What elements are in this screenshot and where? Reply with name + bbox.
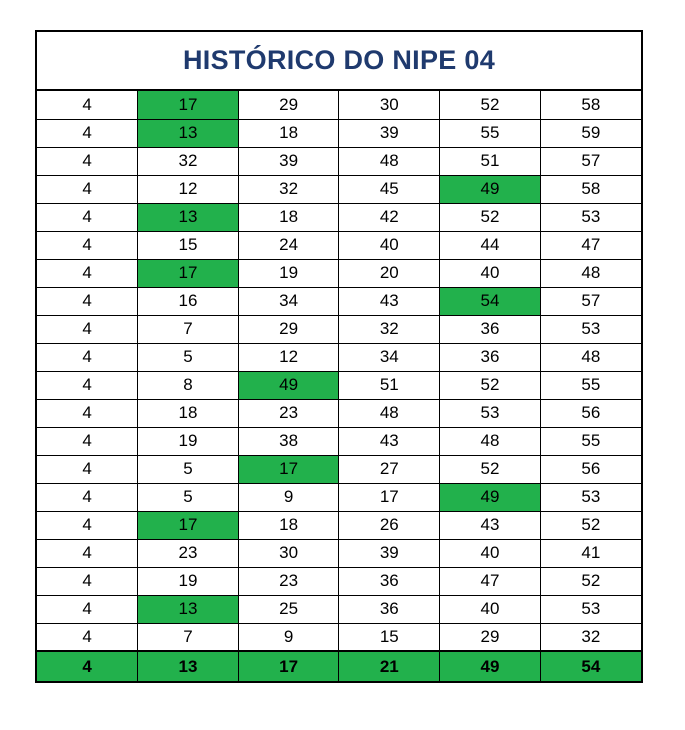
table-row [37, 539, 641, 567]
table-row [37, 483, 641, 511]
table-cell[interactable]: 56 [540, 455, 641, 483]
table-cell[interactable]: 34 [339, 343, 440, 371]
highlighted-cell[interactable]: 17 [238, 455, 339, 483]
table-cell[interactable]: 18 [238, 511, 339, 539]
table-cell[interactable]: 41 [540, 539, 641, 567]
table-cell[interactable]: 55 [440, 119, 541, 147]
table-row [37, 427, 641, 455]
table-cell[interactable]: 4 [37, 483, 138, 511]
table-cell[interactable]: 52 [540, 511, 641, 539]
table-cell[interactable]: 19 [238, 259, 339, 287]
highlighted-cell[interactable]: 49 [238, 371, 339, 399]
table-row [37, 175, 641, 203]
table-cell[interactable]: 4 [37, 343, 138, 371]
table-row [37, 119, 641, 147]
table-cell[interactable]: 29 [238, 91, 339, 119]
table-cell[interactable]: 36 [339, 567, 440, 595]
table-cell[interactable]: 57 [540, 287, 641, 315]
table-cell[interactable]: 30 [339, 91, 440, 119]
table-cell[interactable]: 4 [37, 399, 138, 427]
table-cell[interactable]: 38 [238, 427, 339, 455]
summary-cell[interactable]: 13 [138, 651, 239, 681]
table-cell[interactable]: 45 [339, 175, 440, 203]
table-cell[interactable]: 19 [138, 567, 239, 595]
table-cell[interactable]: 34 [238, 287, 339, 315]
table-row [37, 147, 641, 175]
table-cell[interactable]: 52 [440, 203, 541, 231]
table-cell[interactable]: 5 [138, 343, 239, 371]
table-cell[interactable]: 48 [339, 147, 440, 175]
table-row [37, 595, 641, 623]
table-row [37, 315, 641, 343]
table-cell[interactable]: 7 [138, 315, 239, 343]
highlighted-cell[interactable]: 13 [138, 203, 239, 231]
table-cell[interactable]: 7 [138, 623, 239, 651]
table-cell[interactable]: 52 [540, 567, 641, 595]
summary-cell[interactable]: 54 [540, 651, 641, 681]
table-cell[interactable]: 36 [440, 343, 541, 371]
table-cell[interactable]: 5 [138, 483, 239, 511]
table-cell[interactable]: 25 [238, 595, 339, 623]
table-cell[interactable]: 9 [238, 623, 339, 651]
summary-cell[interactable]: 21 [339, 651, 440, 681]
table-cell[interactable]: 55 [540, 427, 641, 455]
table-cell[interactable]: 23 [238, 567, 339, 595]
table-cell[interactable]: 4 [37, 147, 138, 175]
table-cell[interactable]: 52 [440, 455, 541, 483]
table-cell[interactable]: 27 [339, 455, 440, 483]
summary-cell[interactable]: 4 [37, 651, 138, 681]
history-table [37, 91, 641, 681]
table-cell[interactable]: 23 [138, 539, 239, 567]
table-cell[interactable]: 15 [339, 623, 440, 651]
table-cell[interactable]: 12 [138, 175, 239, 203]
highlighted-cell[interactable]: 17 [138, 259, 239, 287]
highlighted-cell[interactable]: 17 [138, 511, 239, 539]
table-cell[interactable]: 52 [440, 371, 541, 399]
table-row [37, 567, 641, 595]
table-cell[interactable]: 57 [540, 147, 641, 175]
table-cell[interactable]: 4 [37, 315, 138, 343]
table-cell[interactable]: 4 [37, 259, 138, 287]
table-cell[interactable]: 36 [440, 315, 541, 343]
table-row [37, 91, 641, 119]
table-cell[interactable]: 24 [238, 231, 339, 259]
table-cell[interactable]: 4 [37, 567, 138, 595]
highlighted-cell[interactable]: 13 [138, 595, 239, 623]
table-cell[interactable]: 55 [540, 371, 641, 399]
table-cell[interactable]: 44 [440, 231, 541, 259]
table-cell[interactable]: 4 [37, 623, 138, 651]
table-cell[interactable]: 58 [540, 175, 641, 203]
table-cell[interactable]: 32 [238, 175, 339, 203]
table-cell[interactable]: 26 [339, 511, 440, 539]
table-cell[interactable]: 40 [339, 231, 440, 259]
table-cell[interactable]: 36 [339, 595, 440, 623]
table-cell[interactable]: 53 [540, 595, 641, 623]
table-cell[interactable]: 18 [238, 119, 339, 147]
highlighted-cell[interactable]: 17 [138, 91, 239, 119]
table-cell[interactable]: 32 [138, 147, 239, 175]
table-cell[interactable]: 51 [339, 371, 440, 399]
table-cell[interactable]: 58 [540, 91, 641, 119]
table-cell[interactable]: 51 [440, 147, 541, 175]
table-cell[interactable]: 4 [37, 455, 138, 483]
table-cell[interactable]: 48 [339, 399, 440, 427]
title-bar [37, 32, 641, 91]
table-cell[interactable]: 48 [540, 259, 641, 287]
table-cell[interactable]: 8 [138, 371, 239, 399]
table-row [37, 455, 641, 483]
table-row [37, 371, 641, 399]
table-cell[interactable]: 40 [440, 539, 541, 567]
table-cell[interactable]: 42 [339, 203, 440, 231]
table-cell[interactable]: 56 [540, 399, 641, 427]
table-cell[interactable]: 4 [37, 175, 138, 203]
table-cell[interactable]: 4 [37, 427, 138, 455]
table-cell[interactable]: 53 [440, 399, 541, 427]
table-cell[interactable]: 32 [540, 623, 641, 651]
table-cell[interactable]: 4 [37, 231, 138, 259]
summary-cell[interactable]: 17 [238, 651, 339, 681]
table-cell[interactable]: 29 [440, 623, 541, 651]
table-cell[interactable]: 40 [440, 259, 541, 287]
table-cell[interactable]: 47 [540, 231, 641, 259]
table-cell[interactable]: 4 [37, 539, 138, 567]
table-cell[interactable]: 4 [37, 287, 138, 315]
table-row [37, 231, 641, 259]
table-cell[interactable]: 39 [339, 119, 440, 147]
table-cell[interactable]: 47 [440, 567, 541, 595]
table-cell[interactable]: 4 [37, 203, 138, 231]
table-cell[interactable]: 48 [540, 343, 641, 371]
table-cell[interactable]: 16 [138, 287, 239, 315]
table-cell[interactable]: 43 [339, 287, 440, 315]
table-cell[interactable]: 39 [238, 147, 339, 175]
spreadsheet-table [35, 30, 643, 683]
table-cell[interactable]: 40 [440, 595, 541, 623]
table-cell[interactable]: 23 [238, 399, 339, 427]
page-title: HISTÓRICO DO NIPE 04 [182, 45, 496, 75]
table-cell[interactable]: 53 [540, 483, 641, 511]
summary-cell[interactable]: 49 [440, 651, 541, 681]
table-cell[interactable]: 30 [238, 539, 339, 567]
table-cell[interactable]: 29 [238, 315, 339, 343]
table-cell[interactable]: 4 [37, 91, 138, 119]
table-cell[interactable]: 4 [37, 595, 138, 623]
table-cell[interactable]: 48 [440, 427, 541, 455]
table-row [37, 511, 641, 539]
table-cell[interactable]: 39 [339, 539, 440, 567]
table-cell[interactable]: 17 [339, 483, 440, 511]
highlighted-cell[interactable]: 49 [440, 175, 541, 203]
table-row [37, 287, 641, 315]
highlighted-cell[interactable]: 13 [138, 119, 239, 147]
table-cell[interactable]: 5 [138, 455, 239, 483]
table-cell[interactable]: 4 [37, 119, 138, 147]
table-cell[interactable]: 18 [138, 399, 239, 427]
table-row [37, 399, 641, 427]
table-body [37, 91, 641, 681]
table-cell[interactable]: 53 [540, 203, 641, 231]
table-cell[interactable]: 20 [339, 259, 440, 287]
table-row [37, 203, 641, 231]
table-row [37, 259, 641, 287]
table-cell[interactable]: 19 [138, 427, 239, 455]
table-cell[interactable]: 15 [138, 231, 239, 259]
table-row [37, 623, 641, 651]
table-row [37, 343, 641, 371]
table-cell[interactable]: 43 [440, 511, 541, 539]
table-cell[interactable]: 32 [339, 315, 440, 343]
table-cell[interactable]: 12 [238, 343, 339, 371]
table-cell[interactable]: 4 [37, 511, 138, 539]
table-cell[interactable]: 52 [440, 91, 541, 119]
summary-row [37, 651, 641, 681]
table-cell[interactable]: 59 [540, 119, 641, 147]
highlighted-cell[interactable]: 54 [440, 287, 541, 315]
table-cell[interactable]: 4 [37, 371, 138, 399]
table-cell[interactable]: 43 [339, 427, 440, 455]
table-cell[interactable]: 9 [238, 483, 339, 511]
table-cell[interactable]: 53 [540, 315, 641, 343]
highlighted-cell[interactable]: 49 [440, 483, 541, 511]
table-cell[interactable]: 18 [238, 203, 339, 231]
